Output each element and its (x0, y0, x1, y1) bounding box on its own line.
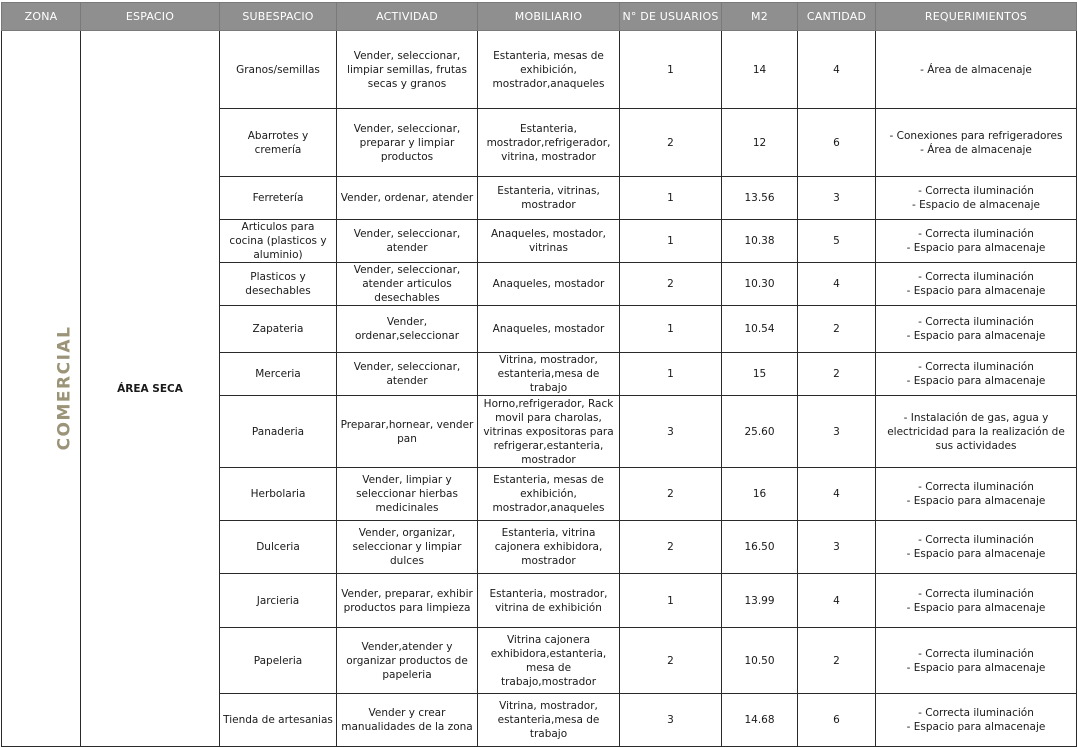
cell-mobiliario: Anaqueles, mostador, vitrinas (478, 220, 620, 263)
requirement-line: - Correcta iluminación (918, 587, 1034, 600)
cell-subespacio: Herbolaria (220, 468, 337, 521)
cell-mobiliario: Estanteria, mesas de exhibición, mostrador,anaqueles (478, 468, 620, 521)
cell-cantidad: 4 (798, 574, 876, 628)
requirement-line: - Espacio para almacenaje (906, 721, 1046, 733)
cell-requerimientos (876, 31, 1077, 109)
cell-usuarios: 2 (620, 109, 722, 177)
cell-actividad: Vender y crear manualidades de la zona (337, 694, 478, 747)
cell-m2: 13.56 (722, 177, 798, 220)
cell-usuarios: 2 (620, 263, 722, 306)
cell-actividad: Vender, seleccionar, atender (337, 220, 478, 263)
cell-mobiliario: Anaqueles, mostador (478, 263, 620, 306)
requirement-line: - Espacio para almacenaje (906, 548, 1046, 560)
cell-mobiliario: Estanteria, vitrinas, mostrador (478, 177, 620, 220)
cell-mobiliario: Estanteria, vitrina cajonera exhibidora, mostrador (478, 521, 620, 574)
cell-mobiliario: Vitrina, mostrador, estanteria,mesa de trabajo (478, 353, 620, 396)
requirement-line: - Correcta iluminación (918, 361, 1034, 373)
program-table (1, 2, 1077, 747)
cell-usuarios: 3 (620, 396, 722, 468)
requirement-line: - Correcta iluminación (918, 185, 1034, 197)
requirement-line: - Correcta iluminación (918, 534, 1034, 546)
cell-usuarios: 1 (620, 306, 722, 353)
cell-usuarios: 1 (620, 574, 722, 628)
cell-requerimientos (876, 306, 1077, 353)
requirement-line: - Instalación de gas, agua y electricidad para la realización de sus actividades (887, 411, 1065, 452)
cell-actividad: Preparar,hornear, vender pan (337, 396, 478, 468)
cell-cantidad: 5 (798, 220, 876, 263)
cell-m2: 14.68 (722, 694, 798, 747)
cell-mobiliario: Estanteria, mesas de exhibición, mostrador,anaqueles (478, 31, 620, 109)
cell-mobiliario: Anaqueles, mostador (478, 306, 620, 353)
requirement-line: - Área de almacenaje (920, 63, 1032, 76)
cell-requerimientos (876, 177, 1077, 220)
header-subespacio: SUBESPACIO (220, 3, 337, 31)
cell-actividad: Vender, seleccionar, limpiar semillas, frutas secas y granos (337, 31, 478, 109)
cell-requerimientos (876, 220, 1077, 263)
cell-actividad: Vender, ordenar,seleccionar (337, 306, 478, 353)
cell-requerimientos (876, 574, 1077, 628)
cell-subespacio: Abarrotes y cremería (220, 109, 337, 177)
header-mobiliario: MOBILIARIO (478, 3, 620, 31)
cell-m2: 10.38 (722, 220, 798, 263)
cell-actividad: Vender, seleccionar, preparar y limpiar productos (337, 109, 478, 177)
cell-m2: 10.50 (722, 628, 798, 694)
cell-usuarios: 2 (620, 521, 722, 574)
cell-subespacio: Articulos para cocina (plasticos y aluminio) (220, 220, 337, 263)
table-row (2, 31, 1077, 109)
cell-requerimientos (876, 468, 1077, 521)
requirement-line: - Correcta iluminación (918, 271, 1034, 283)
requirement-line: - Correcta iluminación (918, 481, 1034, 493)
cell-actividad: Vender, organizar, seleccionar y limpiar dulces (337, 521, 478, 574)
cell-actividad: Vender, limpiar y seleccionar hierbas medicinales (337, 468, 478, 521)
cell-actividad: Vender, ordenar, atender (337, 177, 478, 220)
cell-mobiliario: Vitrina, mostrador, estanteria,mesa de trabajo (478, 694, 620, 747)
cell-m2: 13.99 (722, 574, 798, 628)
cell-cantidad: 4 (798, 31, 876, 109)
requirement-line: - Espacio de almacenaje (912, 199, 1040, 211)
cell-usuarios: 2 (620, 628, 722, 694)
cell-actividad: Vender, preparar, exhibir productos para limpieza (337, 574, 478, 628)
cell-cantidad: 2 (798, 628, 876, 694)
header-m2: M2 (722, 3, 798, 31)
cell-subespacio: Dulceria (220, 521, 337, 574)
cell-usuarios: 1 (620, 353, 722, 396)
cell-requerimientos (876, 109, 1077, 177)
cell-subespacio: Papeleria (220, 628, 337, 694)
cell-subespacio: Plasticos y desechables (220, 263, 337, 306)
cell-actividad: Vender, seleccionar, atender (337, 353, 478, 396)
zona-cell (2, 31, 81, 747)
cell-cantidad: 2 (798, 306, 876, 353)
header-zona: ZONA (2, 3, 81, 31)
zona-label: COMERCIAL (54, 325, 75, 450)
cell-mobiliario: Estanteria, mostrador,refrigerador, vitrina, mostrador (478, 109, 620, 177)
requirement-line: - Espacio para almacenaje (906, 495, 1046, 507)
requirement-line: - Espacio para almacenaje (906, 601, 1046, 614)
cell-m2: 16.50 (722, 521, 798, 574)
cell-subespacio: Zapateria (220, 306, 337, 353)
cell-subespacio: Merceria (220, 353, 337, 396)
requirement-line: - Espacio para almacenaje (906, 242, 1046, 254)
cell-requerimientos (876, 694, 1077, 747)
header-requerimientos: REQUERIMIENTOS (876, 3, 1077, 31)
cell-cantidad: 6 (798, 109, 876, 177)
cell-requerimientos (876, 521, 1077, 574)
cell-subespacio: Jarcieria (220, 574, 337, 628)
table-body (2, 31, 1077, 747)
cell-mobiliario: Horno,refrigerador, Rack movil para charolas, vitrinas expositoras para refrigerar,estanteria, mostrador (478, 396, 620, 468)
cell-m2: 12 (722, 109, 798, 177)
cell-cantidad: 2 (798, 353, 876, 396)
cell-actividad: Vender, seleccionar, atender articulos desechables (337, 263, 478, 306)
cell-subespacio: Ferretería (220, 177, 337, 220)
requirement-line: - Conexiones para refrigeradores (889, 129, 1063, 142)
cell-m2: 25.60 (722, 396, 798, 468)
cell-usuarios: 2 (620, 468, 722, 521)
espacio-cell: ÁREA SECA (81, 31, 220, 747)
requirement-line: - Espacio para almacenaje (906, 661, 1046, 674)
cell-cantidad: 4 (798, 468, 876, 521)
header-espacio: ESPACIO (81, 3, 220, 31)
cell-cantidad: 3 (798, 177, 876, 220)
requirement-line: - Espacio para almacenaje (906, 285, 1046, 297)
cell-mobiliario: Estanteria, mostrador, vitrina de exhibición (478, 574, 620, 628)
header-actividad: ACTIVIDAD (337, 3, 478, 31)
cell-requerimientos (876, 263, 1077, 306)
requirement-line: - Correcta iluminación (918, 647, 1034, 660)
cell-m2: 10.30 (722, 263, 798, 306)
cell-actividad: Vender,atender y organizar productos de papeleria (337, 628, 478, 694)
cell-m2: 16 (722, 468, 798, 521)
cell-m2: 15 (722, 353, 798, 396)
cell-usuarios: 1 (620, 220, 722, 263)
cell-requerimientos (876, 396, 1077, 468)
requirement-line: - Área de almacenaje (920, 143, 1032, 156)
cell-cantidad: 6 (798, 694, 876, 747)
cell-mobiliario: Vitrina cajonera exhibidora,estanteria, mesa de trabajo,mostrador (478, 628, 620, 694)
requirement-line: - Correcta iluminación (918, 228, 1034, 240)
requirement-line: - Correcta iluminación (918, 316, 1034, 328)
cell-subespacio: Granos/semillas (220, 31, 337, 109)
cell-requerimientos (876, 353, 1077, 396)
requirement-line: - Espacio para almacenaje (906, 375, 1046, 387)
cell-m2: 10.54 (722, 306, 798, 353)
cell-m2: 14 (722, 31, 798, 109)
cell-subespacio: Panaderia (220, 396, 337, 468)
cell-requerimientos (876, 628, 1077, 694)
requirement-line: - Espacio para almacenaje (906, 330, 1046, 342)
header-usuarios: N° DE USUARIOS (620, 3, 722, 31)
cell-usuarios: 3 (620, 694, 722, 747)
cell-cantidad: 4 (798, 263, 876, 306)
header-row (2, 3, 1077, 31)
requirement-line: - Correcta iluminación (918, 707, 1034, 719)
cell-subespacio: Tienda de artesanias (220, 694, 337, 747)
header-cantidad: CANTIDAD (798, 3, 876, 31)
cell-cantidad: 3 (798, 396, 876, 468)
cell-usuarios: 1 (620, 31, 722, 109)
cell-usuarios: 1 (620, 177, 722, 220)
cell-cantidad: 3 (798, 521, 876, 574)
